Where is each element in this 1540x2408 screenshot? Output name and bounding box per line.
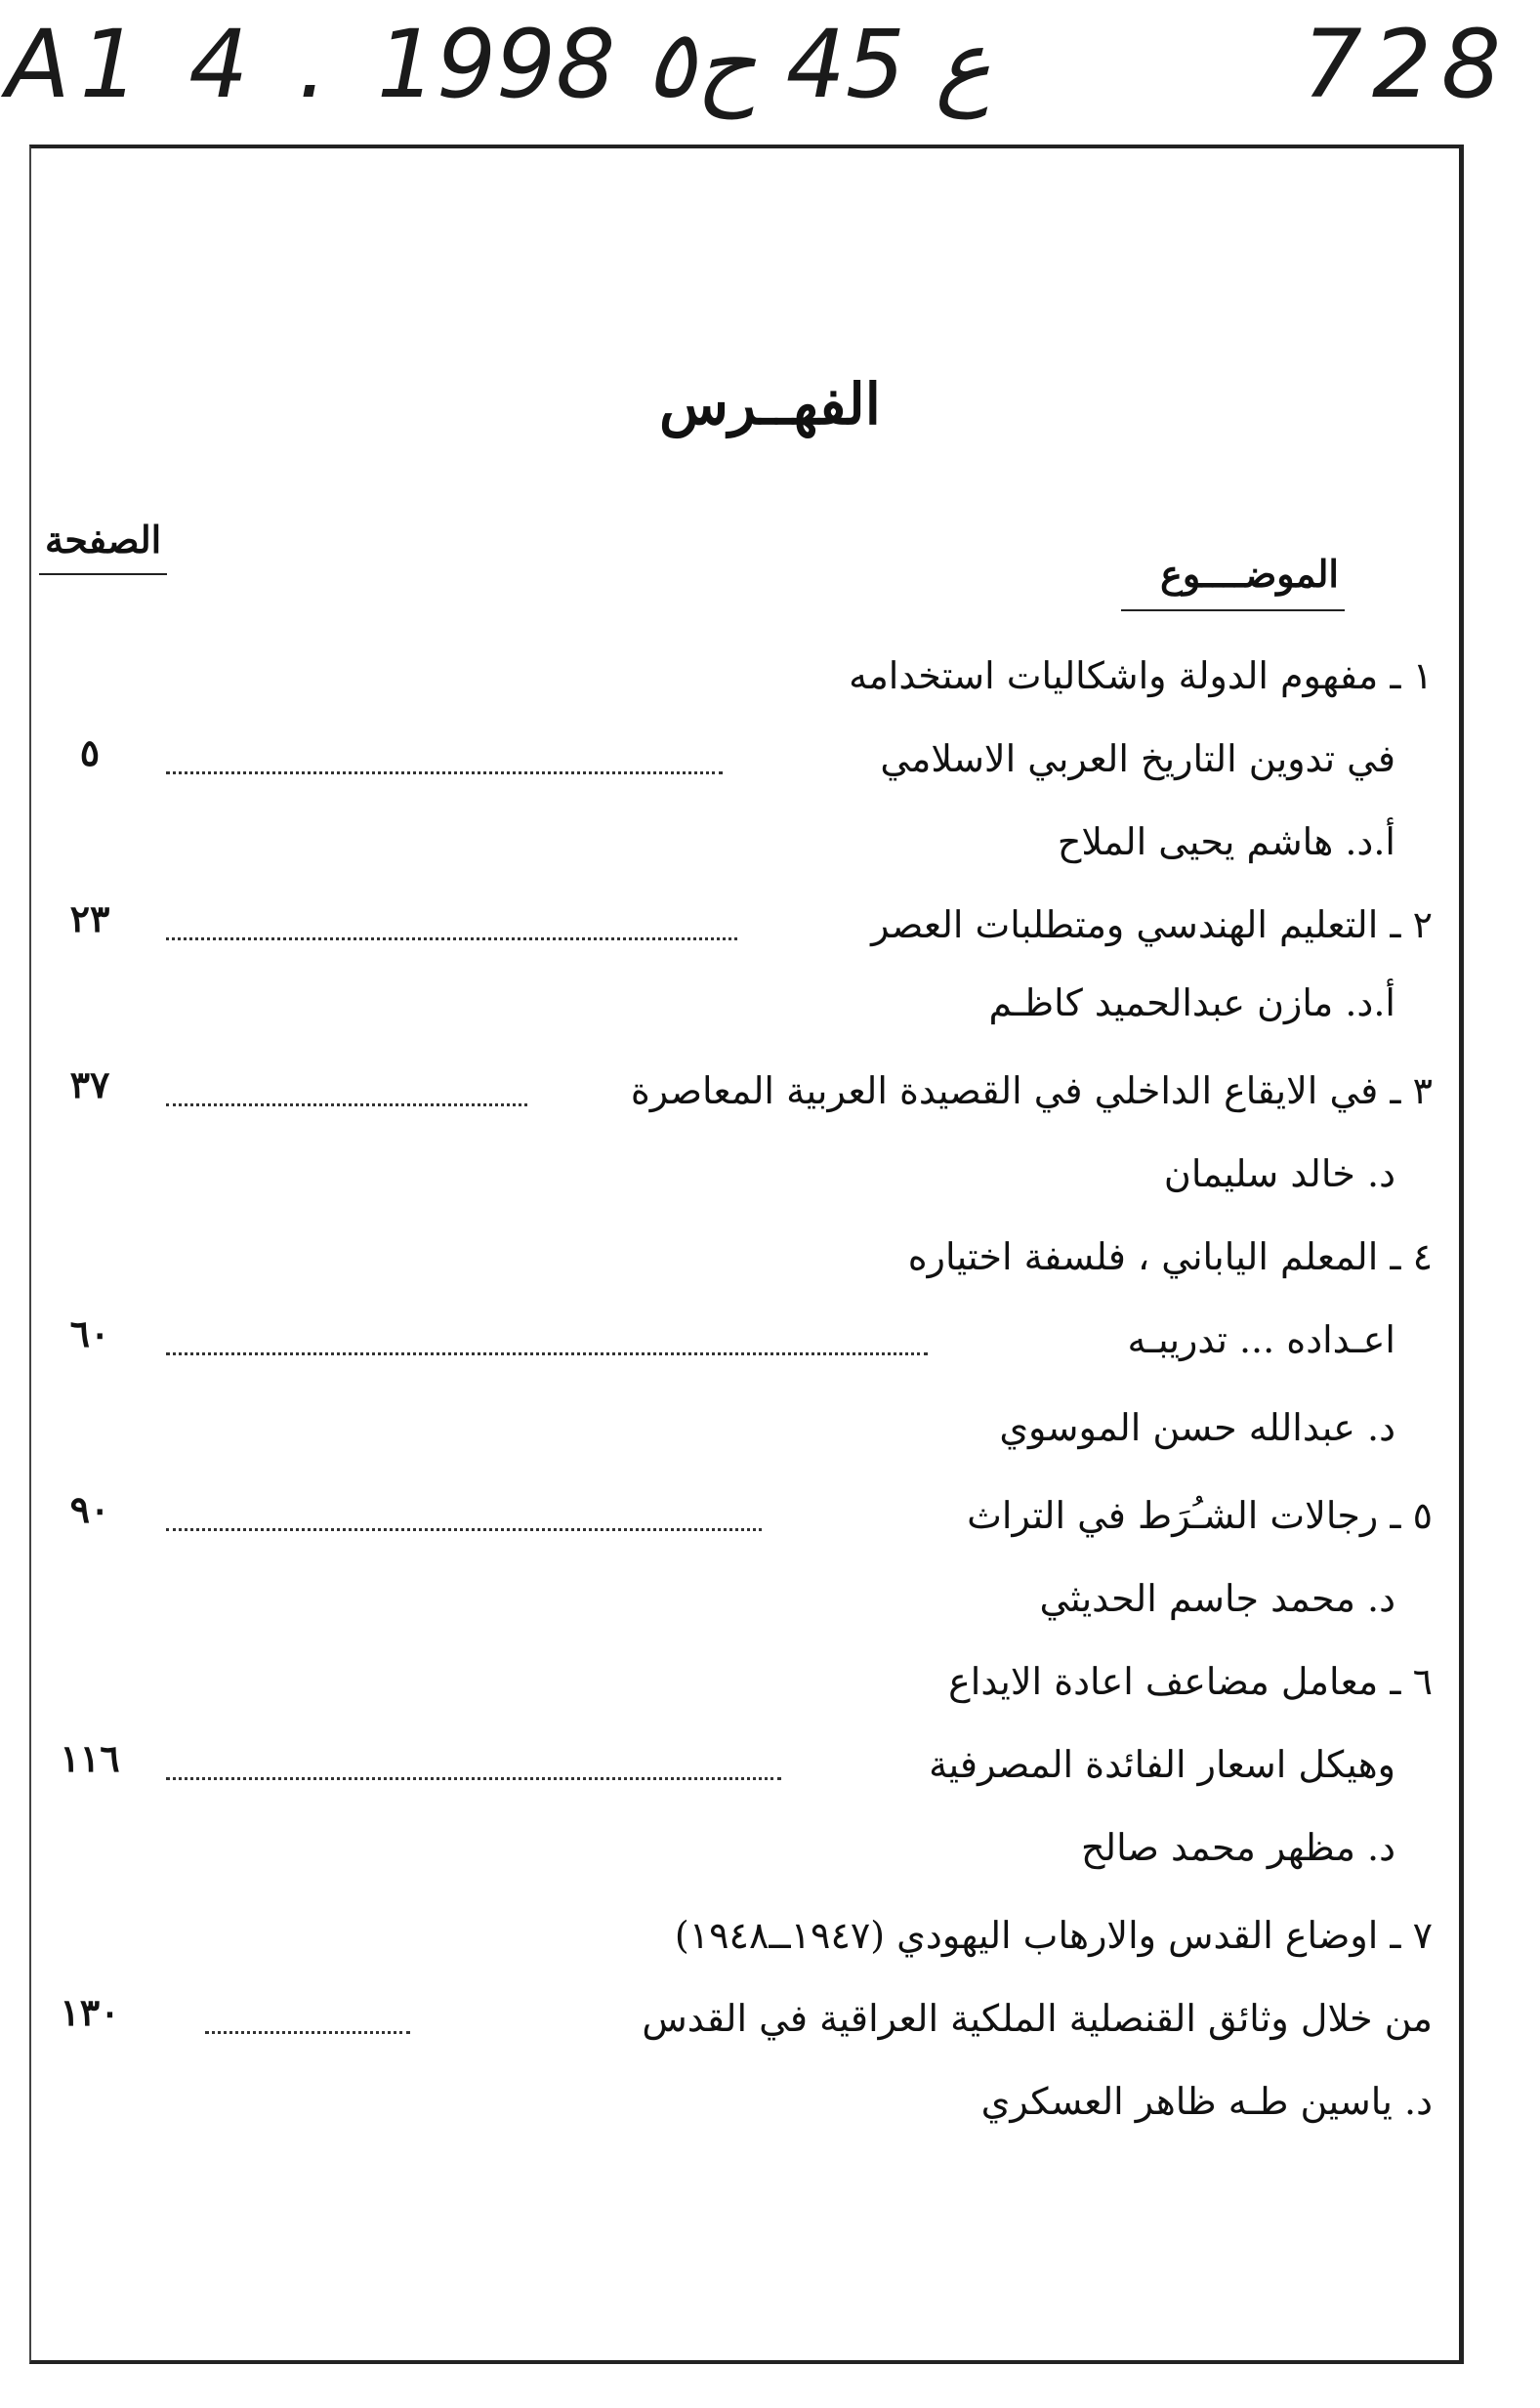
entry-4-title-line-1: ٤ ـ المعلم الياباني ، فلسفة اختياره: [907, 1235, 1433, 1278]
entry-1-title-line-1: ١ ـ مفهوم الدولة واشكاليات استخدامه: [849, 654, 1433, 697]
entry-2-leader-dots: [166, 937, 737, 940]
subject-column-header: الموضــــوع: [1121, 552, 1345, 611]
handwritten-page-number: 728: [1302, 10, 1511, 119]
entry-1-author: أ.د. هاشم يحيى الملاح: [1057, 820, 1395, 863]
entry-7-title-line-1: ٧ ـ اوضاع القدس والارهاب اليهودي (١٩٤٧ــ١٩٤٨): [674, 1914, 1433, 1957]
entry-3-leader-dots: [166, 1103, 527, 1106]
entry-4-page-number: ٦٠: [69, 1311, 110, 1355]
handwritten-catalog-number: A1 4 . ع 45 ح٥ 1998: [6, 10, 991, 119]
entry-3-title: ٣ ـ في الايقاع الداخلي في القصيدة العربية المعاصرة: [630, 1069, 1433, 1112]
entry-6-leader-dots: [166, 1777, 781, 1780]
entry-2-title: ٢ ـ التعليم الهندسي ومتطلبات العصر: [871, 903, 1433, 946]
entry-5-leader-dots: [166, 1528, 762, 1531]
entry-1-title-line-2: في تدوين التاريخ العربي الاسلامي: [880, 737, 1395, 780]
entry-5-page-number: ٩٠: [69, 1487, 110, 1531]
entry-6-author: د. مظهر محمد صالح: [1081, 1826, 1395, 1869]
entry-5-title: ٥ ـ رجالات الشـُرَط في التراث: [967, 1494, 1433, 1537]
entry-1-leader-dots: [166, 771, 723, 774]
entry-2-page-number: ٢٣: [69, 896, 110, 940]
entry-4-author: د. عبدالله حسن الموسوي: [999, 1406, 1395, 1449]
entry-4-leader-dots: [166, 1352, 928, 1355]
entry-7-title-line-2: من خلال وثائق القنصلية الملكية العراقية في القدس: [642, 1997, 1433, 2040]
entry-6-title-line-2: وهيكل اسعار الفائدة المصرفية: [929, 1743, 1395, 1786]
entry-7-leader-dots: [205, 2031, 410, 2034]
entry-1-page-number: ٥: [79, 730, 101, 774]
entry-5-author: د. محمد جاسم الحديثي: [1039, 1577, 1395, 1620]
entry-3-page-number: ٣٧: [69, 1062, 110, 1106]
entry-6-title-line-1: ٦ ـ معامل مضاعف اعادة الايداع: [948, 1660, 1433, 1703]
entry-7-author: د. ياسين طـه ظاهر العسكري: [980, 2080, 1433, 2123]
entry-6-page-number: ١١٦: [60, 1736, 120, 1780]
entry-4-title-line-2: اعـداده ... تدريبـه: [1127, 1318, 1395, 1361]
entry-2-author: أ.د. مازن عبدالحميد كاظـم: [988, 981, 1395, 1024]
entry-3-author: د. خالد سليمان: [1163, 1152, 1395, 1195]
entry-7-page-number: ١٣٠: [60, 1990, 120, 2034]
page-title: الفهــرس: [659, 371, 881, 437]
page-column-header: الصفحة: [39, 518, 167, 575]
